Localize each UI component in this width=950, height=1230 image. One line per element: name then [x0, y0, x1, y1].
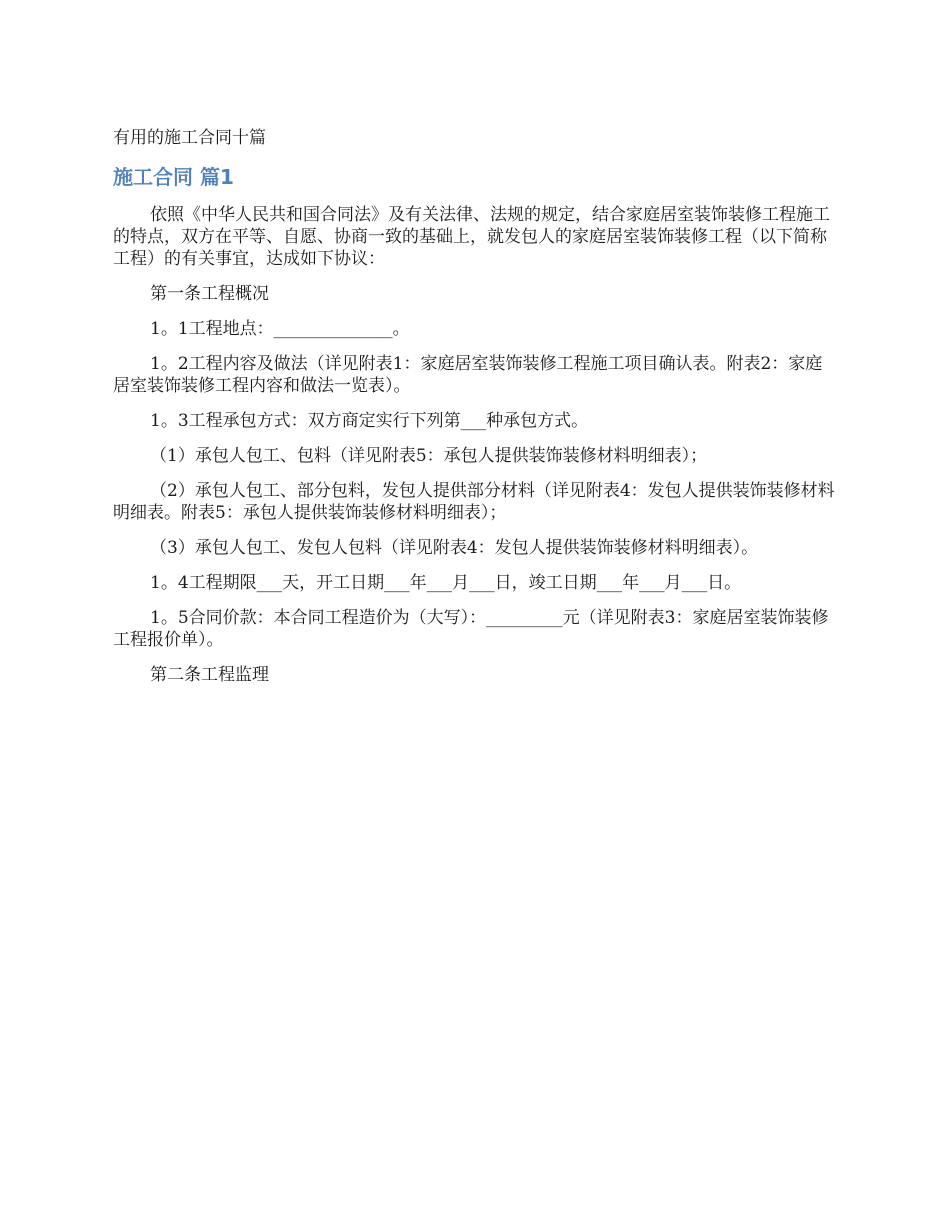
section-heading: 施工合同 篇1 [113, 165, 234, 189]
paragraph-option-1: （1）承包人包工、包料（详见附表5：承包人提供装饰装修材料明细表）； [150, 446, 708, 466]
document-title: 有用的施工合同十篇 [113, 128, 266, 148]
paragraph-clause-1-5: 1。5合同价款：本合同工程造价为（大写）：_________元（详见附表3：家庭居室装饰装修工程报价单）。 [113, 608, 829, 650]
paragraph-clause-1-2: 1。2工程内容及做法（详见附表1：家庭居室装饰装修工程施工项目确认表。附表2：家庭居室装饰装修工程内容和做法一览表）。 [113, 354, 823, 396]
paragraph-option-2: （2）承包人包工、部分包料，发包人提供部分材料（详见附表4：发包人提供装饰装修材料明细表。附表5：承包人提供装饰装修材料明细表）； [113, 481, 835, 523]
paragraph-clause-1-3: 1。3工程承包方式：双方商定实行下列第___种承包方式。 [150, 411, 589, 431]
paragraph-clause-1-1: 1。1工程地点：______________。 [150, 319, 410, 339]
paragraph-clause-1-4: 1。4工程期限___天，开工日期___年___月___日，竣工日期___年___月___日。 [150, 573, 742, 593]
paragraph-intro: 依照《中华人民共和国合同法》及有关法律、法规的规定，结合家庭居室装饰装修工程施工的特点，双方在平等、自愿、协商一致的基础上，就发包人的家庭居室装饰装修工程（以下简称工程）的有关事宜，达成如下协议： [113, 205, 830, 269]
paragraph-article-2-title: 第二条工程监理 [150, 665, 269, 685]
paragraph-option-3: （3）承包人包工、发包人包料（详见附表4：发包人提供装饰装修材料明细表）。 [150, 538, 759, 558]
paragraph-article-1-title: 第一条工程概况 [150, 284, 269, 304]
document-body [113, 204, 837, 686]
